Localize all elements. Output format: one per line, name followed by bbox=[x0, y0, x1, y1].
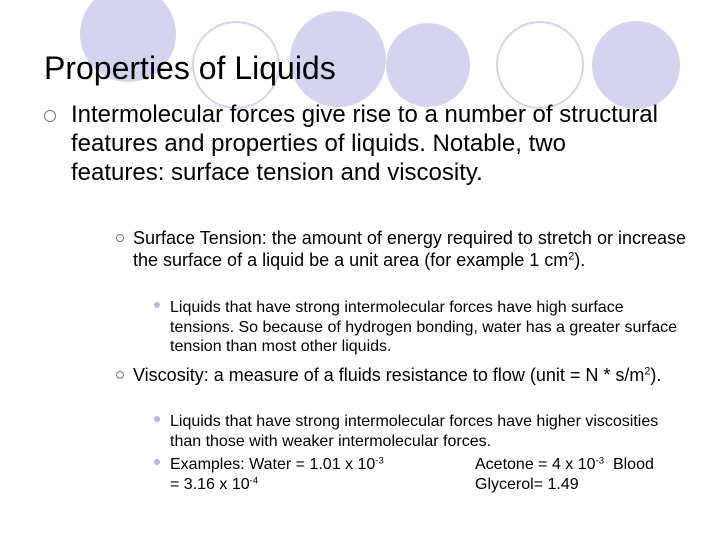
bullet-intermolecular-forces bbox=[44, 100, 664, 187]
examples-line-2 bbox=[170, 475, 689, 495]
bullet-surface-tension bbox=[116, 227, 686, 271]
bullet-dot-icon bbox=[154, 459, 160, 465]
sub-bullet-text: Liquids that have strong intermolecular forces have higher viscosities than those with weaker intermolecular forces. bbox=[170, 413, 659, 450]
surface-tension-definition: Surface Tension: the amount of energy required to stretch or increase the surface of a liquid be a unit area (for example 1 cm bbox=[133, 228, 686, 270]
decor-circle-filled-3 bbox=[386, 23, 470, 107]
decor-circle-filled-4 bbox=[592, 21, 680, 109]
bullet-text bbox=[133, 364, 686, 386]
viscosity-end: ). bbox=[650, 365, 662, 385]
examples-line-1 bbox=[170, 455, 689, 475]
decor-circle-outline-2 bbox=[496, 21, 584, 109]
superscript: 2 bbox=[568, 250, 575, 263]
superscript: 2 bbox=[644, 365, 651, 378]
example-acetone: Acetone = 4 x $10^{-3}$ bbox=[475, 455, 605, 473]
sub-bullet-text bbox=[170, 455, 689, 494]
bullet-circle-icon bbox=[116, 371, 124, 379]
viscosity-definition: Viscosity: a measure of a fluids resistance to flow (unit = N * s/m bbox=[133, 365, 645, 385]
sub-bullet-text: Liquids that have strong intermolecular forces have high surface tensions. So because of hydrogen bonding, water has a greater surface tension than most other liquids. bbox=[170, 299, 677, 355]
example-water: Examples: Water = 1.01 x $10^{-3}$ bbox=[170, 455, 384, 473]
bullet-dot-icon bbox=[154, 416, 160, 422]
sub-bullet-viscosity-forces bbox=[154, 412, 689, 451]
bullet-dot-icon bbox=[154, 302, 160, 308]
surface-tension-end: ). bbox=[574, 250, 586, 270]
example-glycerol: Glycerol= 1.49 bbox=[475, 475, 579, 493]
sub-bullet-surface-tension bbox=[154, 298, 689, 357]
slide-title: Properties of Liquids bbox=[44, 50, 336, 86]
bullet-text bbox=[133, 227, 686, 271]
bullet-text: Intermolecular forces give rise to a number of structural features and properties of liquids. Notable, two features: surface tension and viscosity. bbox=[71, 101, 658, 186]
example-blood-value: = 3.16 x $10^{-4}$ bbox=[170, 474, 259, 493]
bullet-circle-icon bbox=[116, 234, 124, 242]
bullet-viscosity bbox=[116, 364, 686, 386]
example-blood-label: Blood bbox=[612, 456, 654, 473]
bullet-circle-icon bbox=[44, 110, 56, 122]
sub-bullet-viscosity-examples bbox=[154, 455, 689, 494]
